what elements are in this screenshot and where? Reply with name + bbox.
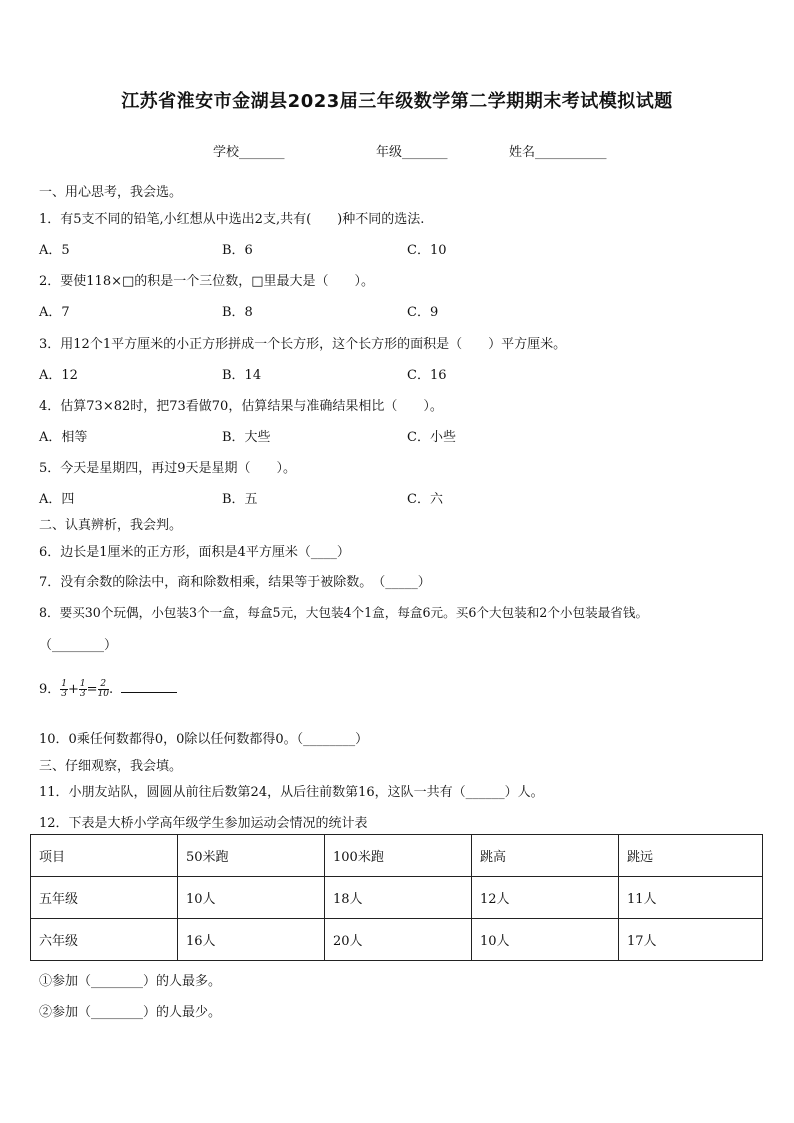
question-9 <box>39 678 177 699</box>
table-header-cell: 100米跑 <box>325 835 472 877</box>
question-12: 12．下表是大桥小学高年级学生参加运动会情况的统计表 <box>39 816 368 831</box>
section-heading-2: 二、认真辨析，我会判。 <box>39 518 183 533</box>
q3-option-b: B．14 <box>222 368 262 383</box>
question-6: 6．边长是1厘米的正方形，面积是4平方厘米（____） <box>39 545 350 560</box>
table-row <box>31 877 763 919</box>
q5-option-c: C．六 <box>407 492 443 507</box>
q4-option-c: C．小些 <box>407 430 456 445</box>
q2-option-b: B．8 <box>222 305 253 320</box>
question-7: 7．没有余数的除法中，商和除数相乘，结果等于被除数。 （_____） <box>39 575 431 590</box>
question-8: 8．要买30个玩偶，小包装3个一盒，每盒5元，大包装4个1盒，每盒6元。买6个大包装和2个小包装最省钱。 <box>39 605 649 620</box>
table-cell: 18人 <box>325 877 472 919</box>
table-header-row <box>31 835 763 877</box>
q9-plus: + <box>68 682 79 697</box>
school-field: 学校_______ <box>213 145 285 160</box>
q1-option-c: C．10 <box>407 243 447 258</box>
table-cell: 12人 <box>472 877 619 919</box>
statistics-table <box>30 834 763 961</box>
name-field: 姓名___________ <box>509 145 607 160</box>
section-heading-3: 三、仔细观察，我会填。 <box>39 759 183 774</box>
q3-option-c: C．16 <box>407 368 447 383</box>
table-header-cell: 50米跑 <box>178 835 325 877</box>
q9-period: . <box>109 682 114 697</box>
table-cell: 17人 <box>619 919 763 961</box>
table-cell: 六年级 <box>31 919 178 961</box>
q3-option-a: A．12 <box>39 368 78 383</box>
q9-fraction-1: $\frac{1}{3}$ <box>61 679 68 699</box>
question-2: 2．要使118×□的积是一个三位数，□里最大是（ ）。 <box>39 274 375 289</box>
table-cell: 20人 <box>325 919 472 961</box>
table-header-cell: 跳远 <box>619 835 763 877</box>
q1-option-b: B．6 <box>222 243 253 258</box>
table-cell: 10人 <box>472 919 619 961</box>
question-10: 10．0乘任何数都得0，0除以任何数都得0。（________） <box>39 732 369 747</box>
question-12-part-1: ①参加（________）的人最多。 <box>39 974 222 989</box>
section-heading-1: 一、用心思考，我会选。 <box>39 185 183 200</box>
q9-fraction-2: $\frac{1}{3}$ <box>79 679 86 699</box>
q2-option-c: C．9 <box>407 305 439 320</box>
page-title: 江苏省淮安市金湖县2023届三年级数学第二学期期末考试模拟试题 <box>121 91 673 112</box>
q9-fraction-3: $\frac{2}{10}$ <box>97 679 110 699</box>
q9-equals: = <box>86 682 98 697</box>
question-5: 5．今天是星期四，再过9天是星期（ ）。 <box>39 461 297 476</box>
table-cell: 五年级 <box>31 877 178 919</box>
q4-option-b: B．大些 <box>222 430 271 445</box>
question-12-part-2: ②参加（________）的人最少。 <box>39 1005 222 1020</box>
grade-field: 年级_______ <box>376 145 448 160</box>
q4-option-a: A．相等 <box>39 430 88 445</box>
question-4: 4．估算73×82时，把73看做70，估算结果与准确结果相比（ ）。 <box>39 399 443 414</box>
table-row <box>31 919 763 961</box>
q5-option-b: B．五 <box>222 492 258 507</box>
q9-number: 9． <box>39 682 61 697</box>
table-cell: 16人 <box>178 919 325 961</box>
q2-option-a: A．7 <box>39 305 70 320</box>
q1-option-a: A．5 <box>39 243 70 258</box>
question-3: 3．用12个1平方厘米的小正方形拼成一个长方形，这个长方形的面积是（ ）平方厘米。 <box>39 337 567 352</box>
question-8-blank: （________） <box>39 638 118 653</box>
table-cell: 11人 <box>619 877 763 919</box>
q9-answer-line <box>121 680 177 693</box>
question-1: 1．有5支不同的铅笔,小红想从中选出2支,共有( )种不同的选法. <box>39 212 425 227</box>
table-header-cell: 跳高 <box>472 835 619 877</box>
q5-option-a: A．四 <box>39 492 75 507</box>
question-11: 11．小朋友站队，圆圆从前往后数第24，从后往前数第16，这队一共有（______）人。 <box>39 785 544 800</box>
table-cell: 10人 <box>178 877 325 919</box>
table-header-cell: 项目 <box>31 835 178 877</box>
